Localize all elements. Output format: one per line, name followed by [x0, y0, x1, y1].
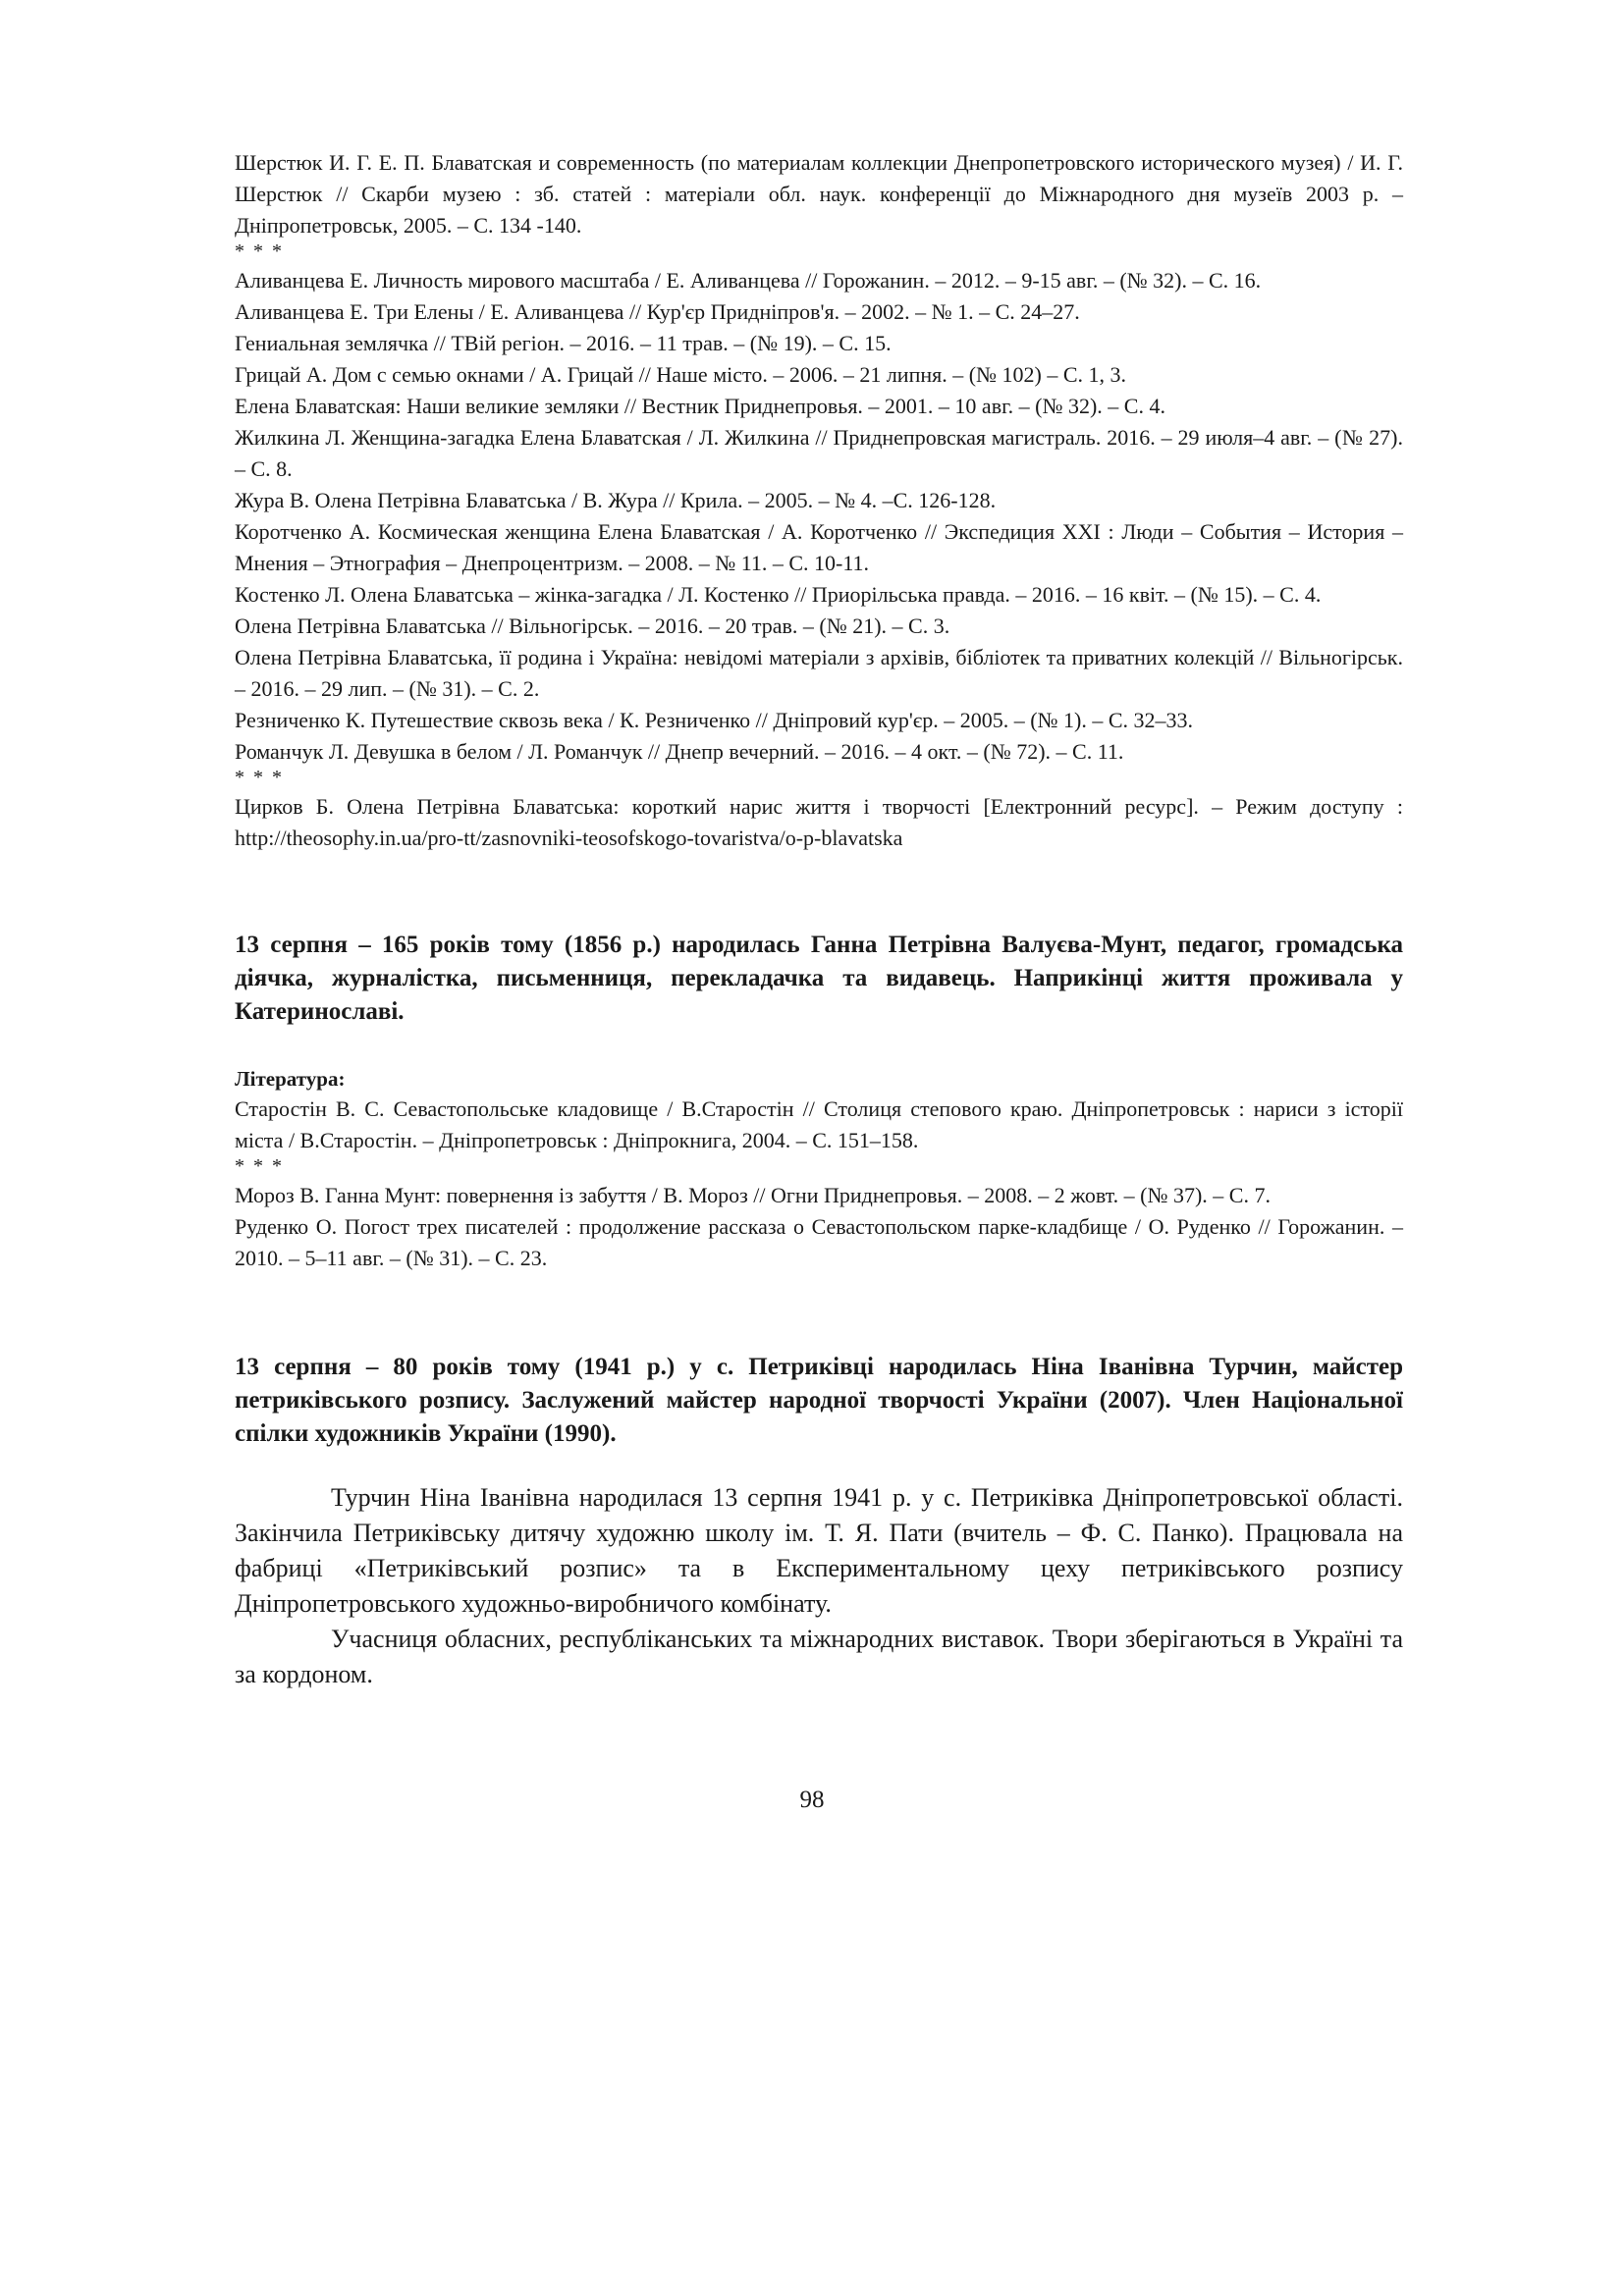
bibliography-entry: Гениальная землячка // ТВій регіон. – 2016. – 11 трав. – (№ 19). – С. 15.	[235, 331, 892, 355]
bibliography-entry: Грицай А. Дом с семью окнами / А. Грицай // Наше місто. – 2006. – 21 липня. – (№ 102) – С. 1, 3.	[235, 362, 1127, 387]
biography-text	[235, 1480, 1403, 1692]
section-heading: 13 серпня – 165 років тому (1856 р.) народилась Ганна Петрівна Валуєва-Мунт, педагог, громадська діячка, журналістка, письменниця, перекладачка та видавець. Наприкінці життя проживала у Катеринославі.	[235, 932, 1403, 1025]
bibliography-entry: Шерстюк И. Г. Е. П. Блаватская и современность (по материалам коллекции Днепропетровского исторического музея) / И. Г. Шерстюк // Скарби музею : зб. статей : матеріали обл. наук. конференції до Міжнародного дня музеїв 2003 р. – Дніпропетровськ, 2005. – С. 134 -140.	[235, 150, 1403, 238]
bibliography-entry: Цирков Б. Олена Петрівна Блаватська: короткий нарис життя і творчості [Електронний ресурс]. – Режим доступу : http://theosophy.in.ua/pro-tt/zasnovniki-teosofskogo-tovaristva/o-p-blavatska	[235, 794, 1403, 850]
bibliography-entry: Резниченко К. Путешествие сквозь века / К. Резниченко // Дніпровий кур'єр. – 2005. – (№ 1). – С. 32–33.	[235, 708, 1194, 732]
bibliography-entry: Аливанцева Е. Три Елены / Е. Аливанцева // Кур'єр Придніпров'я. – 2002. – № 1. – С. 24–27.	[235, 299, 1080, 324]
bibliography-list	[235, 147, 1403, 854]
literature-label: Література:	[235, 1067, 346, 1091]
bibliography-entry: Жилкина Л. Женщина-загадка Елена Блаватская / Л. Жилкина // Приднепровская магистраль. 2016. – 29 июля–4 авг. – (№ 27). – С. 8.	[235, 425, 1403, 481]
section-separator: * * *	[235, 240, 284, 262]
bibliography-entry: Костенко Л. Олена Блаватська – жінка-загадка / Л. Костенко // Приорільська правда. – 2016. – 16 квіт. – (№ 15). – С. 4.	[235, 582, 1322, 607]
bibliography-entry: Коротченко А. Космическая женщина Елена Блаватская / А. Коротченко // Экспедиция XXI : Люди – События – История – Мнения – Этнография – Днепроцентризм. – 2008. – № 11. – С. 10-11.	[235, 519, 1403, 575]
page-number: 98	[799, 1787, 825, 1813]
bibliography-entry: Елена Блаватская: Наши великие земляки // Вестник Приднепровья. – 2001. – 10 авг. – (№ 32). – С. 4.	[235, 394, 1165, 418]
bibliography-entry: Мороз В. Ганна Мунт: повернення із забуття / В. Мороз // Огни Приднепровья. – 2008. – 2 жовт. – (№ 37). – С. 7.	[235, 1183, 1271, 1207]
bibliography-entry: Руденко О. Погост трех писателей : продолжение рассказа о Севастопольском парке-кладбище / О. Руденко // Горожанин. – 2010. – 5–11 авг. – (№ 31). – С. 23.	[235, 1214, 1403, 1270]
paragraph: Учасниця обласних, республіканських та міжнародних виставок. Твори зберігаються в Україні та за кордоном.	[235, 1625, 1403, 1688]
section-heading: 13 серпня – 80 років тому (1941 р.) у с. Петриківці народилась Ніна Іванівна Турчин, майстер петриківського розпису. Заслужений майстер народної творчості України (2007). Член Національної спілки художників України (1990).	[235, 1354, 1403, 1447]
paragraph: Турчин Ніна Іванівна народилася 13 серпня 1941 р. у с. Петриківка Дніпропетровської області. Закінчила Петриківську дитячу художню школу ім. Т. Я. Пати (вчитель – Ф. С. Панко). Працювала на фабриці «Петриківський розпис» та в Експериментальному цеху петриківського розпису Дніпропетровського художньо-виробничого комбінату.	[235, 1483, 1403, 1618]
bibliography-entry: Романчук Л. Девушка в белом / Л. Романчук // Днепр вечерний. – 2016. – 4 окт. – (№ 72). – С. 11.	[235, 739, 1124, 764]
bibliography-entry: Олена Петрівна Блаватська // Вільногірськ. – 2016. – 20 трав. – (№ 21). – С. 3.	[235, 614, 950, 638]
bibliography-entry: Старостін В. С. Севастопольське кладовище / В.Старостін // Столиця степового краю. Дніпропетровськ : нариси з історії міста / В.Старостін. – Дніпропетровськ : Дніпрокнига, 2004. – С. 151–158.	[235, 1096, 1403, 1152]
bibliography-entry: Олена Петрівна Блаватська, її родина і Україна: невідомі матеріали з архівів, бібліотек та приватних колекцій // Вільногірськ. – 2016. – 29 лип. – (№ 31). – С. 2.	[235, 645, 1403, 701]
section-separator: * * *	[235, 1155, 284, 1177]
bibliography-entry: Жура В. Олена Петрівна Блаватська / В. Жура // Крила. – 2005. – № 4. –С. 126-128.	[235, 488, 997, 512]
section-separator: * * *	[235, 767, 284, 788]
document-page	[235, 147, 1403, 1692]
bibliography-entry: Аливанцева Е. Личность мирового масштаба / Е. Аливанцева // Горожанин. – 2012. – 9-15 авг. – (№ 32). – С. 16.	[235, 268, 1262, 293]
bibliography-list	[235, 1094, 1403, 1274]
